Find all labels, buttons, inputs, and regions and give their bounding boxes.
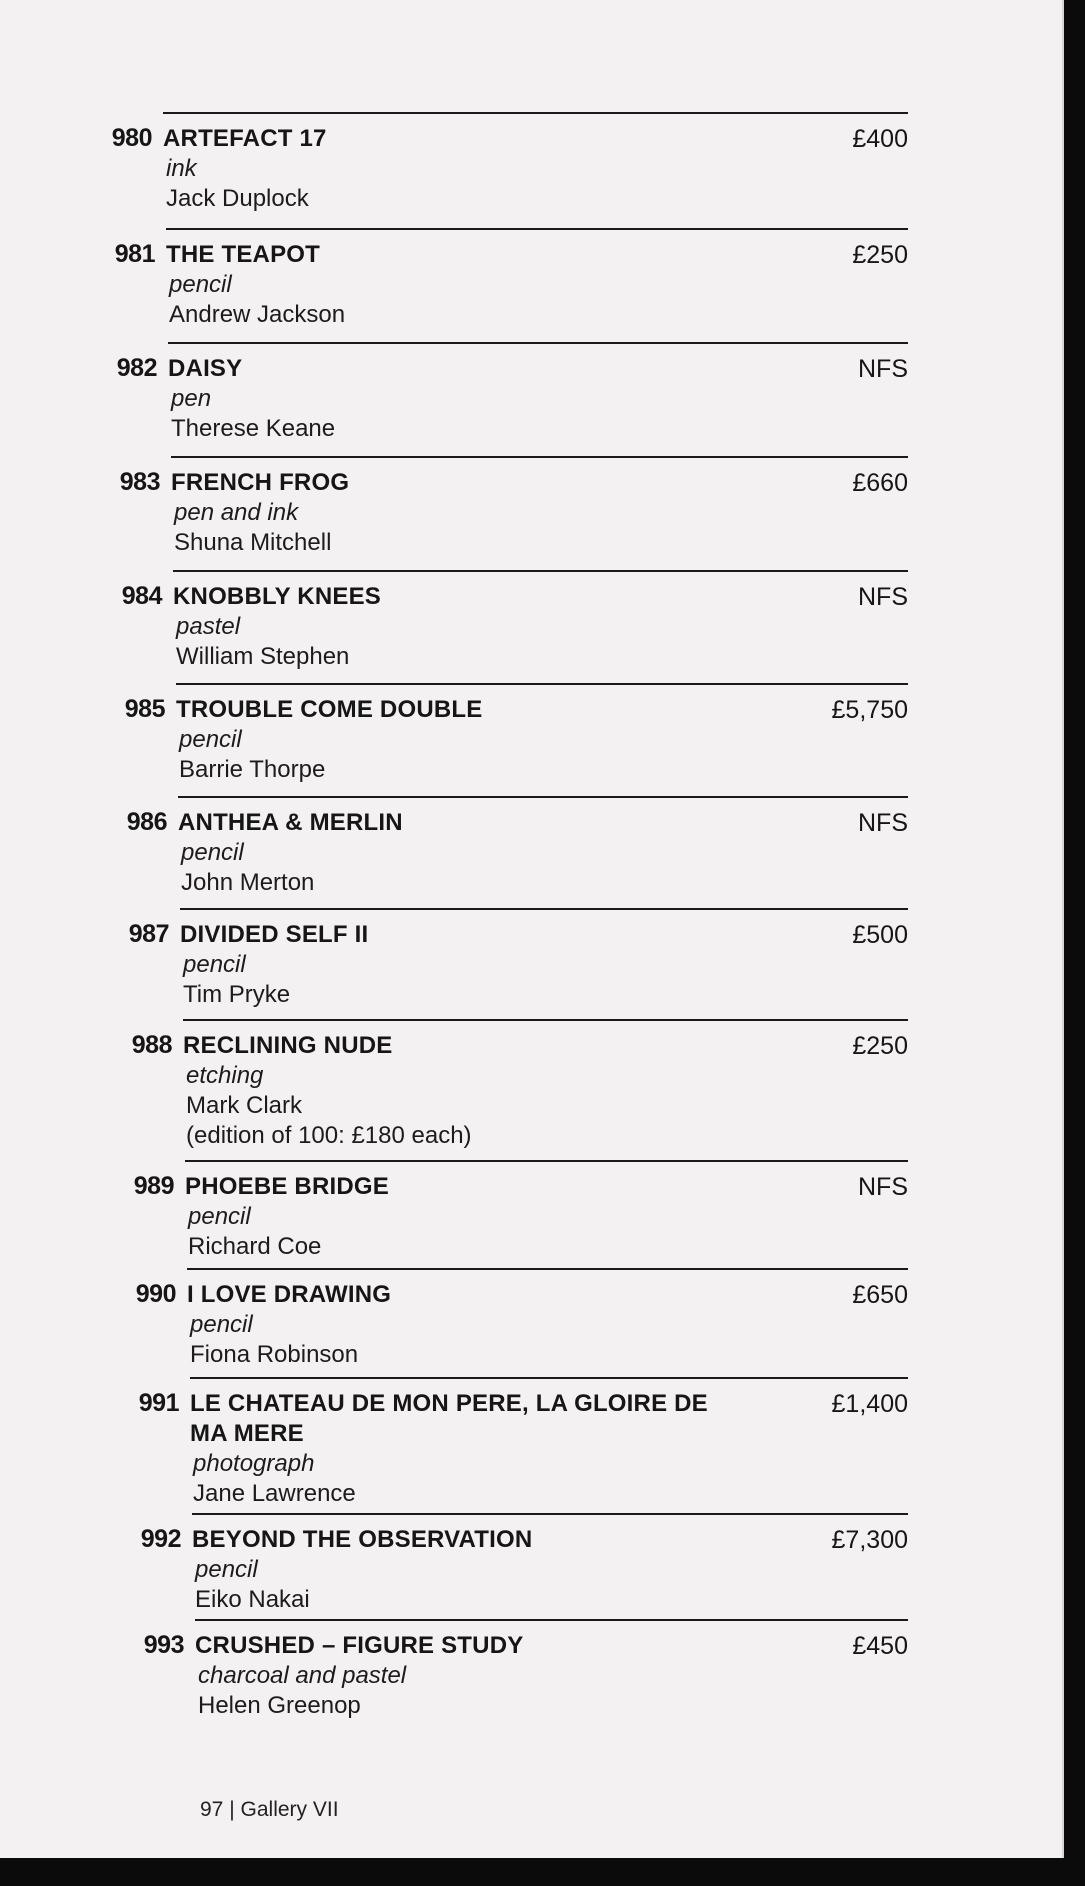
entry-medium: photograph [193,1450,315,1477]
entry-title: RECLINING NUDE [183,1032,393,1059]
entry-price: £250 [852,1032,908,1060]
entry-title: FRENCH FROG [171,469,350,496]
entry-title: ARTEFACT 17 [163,125,327,152]
entry-divider [187,1268,908,1270]
entry-divider [183,1019,908,1021]
entry-divider [173,570,908,572]
entry-title: THE TEAPOT [166,241,321,268]
entry-artist: Helen Greenop [198,1692,361,1719]
entry-price: £450 [852,1632,908,1660]
entry-divider [171,456,908,458]
entry-artist: Barrie Thorpe [179,756,326,783]
entry-divider [176,683,908,685]
entry-medium: charcoal and pastel [198,1662,407,1689]
entry-medium: pencil [188,1203,251,1230]
entry-divider [178,796,908,798]
entry-artist: Eiko Nakai [195,1586,310,1613]
entry-title: DAISY [168,355,243,382]
footer-separator: | [229,1798,235,1821]
entry-number: 984 [121,582,162,610]
entry-title: TROUBLE COME DOUBLE [176,696,483,723]
page-footer [200,1798,339,1822]
entry-artist: Andrew Jackson [169,301,346,328]
entry-artist: Richard Coe [188,1233,322,1260]
entry-title: BEYOND THE OBSERVATION [192,1526,533,1553]
entry-title: I LOVE DRAWING [187,1281,392,1308]
entry-price: £650 [852,1281,908,1309]
entry-number: 988 [131,1031,172,1059]
entry-medium: pencil [195,1556,258,1583]
entry-number: 983 [119,468,160,496]
entry-price: £660 [852,469,908,497]
entry-medium: pencil [183,951,246,978]
gallery-name: Gallery VII [240,1798,339,1821]
entry-medium: etching [186,1062,264,1089]
entry-price: £7,300 [831,1526,908,1554]
entry-title: KNOBBLY KNEES [173,583,381,610]
entry-price: NFS [858,1173,908,1201]
entry-medium: pastel [176,613,241,640]
entry-number: 993 [143,1631,184,1659]
entry-medium: pencil [190,1311,253,1338]
entry-number: 985 [124,695,165,723]
entry-artist: Shuna Mitchell [174,529,332,556]
entry-artist: Jack Duplock [166,185,309,212]
entry-medium: ink [166,155,197,182]
entry-divider [190,1377,908,1379]
entry-number: 980 [111,124,152,152]
entry-price: £250 [852,241,908,269]
entry-title: LE CHATEAU DE MON PERE, LA GLOIRE DE MA MERE [190,1390,708,1447]
entry-number: 982 [116,354,157,382]
entry-divider [166,228,908,230]
entry-artist: Jane Lawrence [193,1480,356,1507]
entry-number: 981 [114,240,155,268]
entry-title: ANTHEA & MERLIN [178,809,403,836]
entry-title: CRUSHED – FIGURE STUDY [195,1632,524,1659]
entry-title: PHOEBE BRIDGE [185,1173,389,1200]
entry-price: £5,750 [831,696,908,724]
entry-artist: Mark Clark [186,1092,303,1119]
entry-artist: Fiona Robinson [190,1341,359,1368]
entry-price: £1,400 [831,1390,908,1418]
entry-price: NFS [858,583,908,611]
entry-price: NFS [858,355,908,383]
entry-medium: pencil [169,271,232,298]
entry-divider [192,1513,908,1515]
entry-divider [168,342,908,344]
entry-edition-note: (edition of 100: £180 each) [186,1122,472,1149]
entry-medium: pencil [179,726,242,753]
entry-medium: pencil [181,839,244,866]
entry-artist: John Merton [181,869,315,896]
entry-title: DIVIDED SELF II [180,921,369,948]
entry-divider [185,1160,908,1162]
entry-divider [195,1619,908,1621]
entry-medium: pen and ink [174,499,299,526]
page-number: 97 [200,1798,224,1821]
entry-artist: Therese Keane [171,415,336,442]
entry-artist: Tim Pryke [183,981,291,1008]
entry-number: 992 [140,1525,181,1553]
entry-artist: William Stephen [176,643,350,670]
entry-price: £400 [852,125,908,153]
entry-medium: pen [171,385,212,412]
entry-number: 986 [126,808,167,836]
entry-price: NFS [858,809,908,837]
entry-number: 991 [138,1389,179,1417]
entry-price: £500 [852,921,908,949]
entry-divider [163,112,908,114]
entry-number: 989 [133,1172,174,1200]
entry-number: 990 [135,1280,176,1308]
entry-divider [180,908,908,910]
entry-number: 987 [128,920,169,948]
